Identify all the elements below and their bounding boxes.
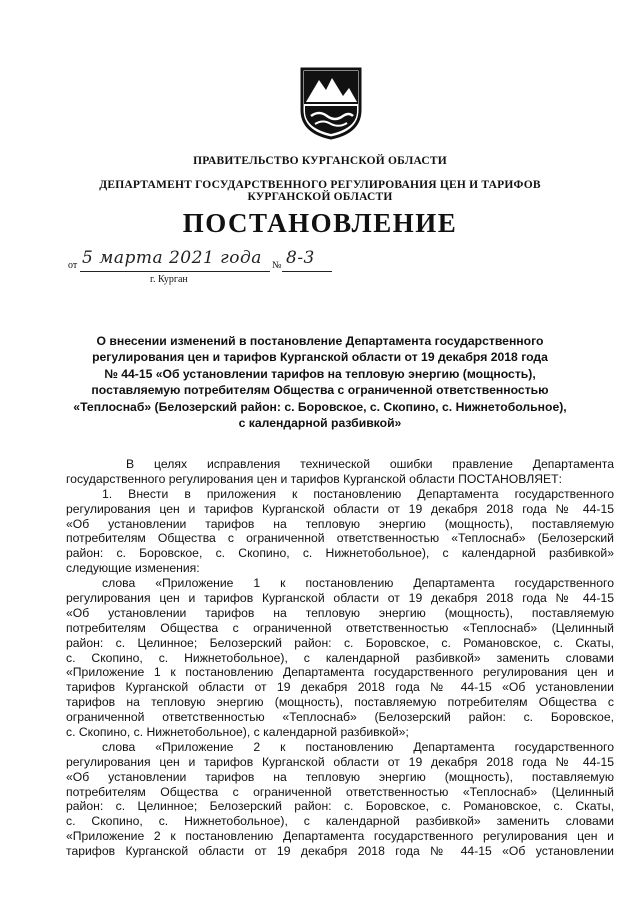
body-line: потребителям Общества с ограниченной ответственностью «Теплоснаб» (Белозерский xyxy=(66,531,614,546)
body-line: потребителям Общества с ограниченной ответственностью «Теплоснаб» (Целинный xyxy=(66,620,614,635)
department-name: ДЕПАРТАМЕНТ ГОСУДАРСТВЕННОГО РЕГУЛИРОВАНИЯ ЦЕН И ТАРИФОВ xyxy=(99,179,541,191)
department-name-region: КУРГАНСКОЙ ОБЛАСТИ xyxy=(247,191,393,203)
body-line: слова «Приложение 2 к постановлению Департамента государственного xyxy=(102,739,614,754)
subject-line: «Теплоснаб» (Белозерский район: с. Боровское, с. Скопино, с. Нижнетобольное), xyxy=(73,399,567,414)
subject-line: регулирования цен и тарифов Курганской области от 19 декабря 2018 года xyxy=(92,350,548,365)
body-line: тарифов Курганской области от 19 декабря 2018 года № 44-15 «Об установлении xyxy=(66,680,614,695)
body-line: с. Скопино, с. Нижнетобольное), с календарной разбивкой»; xyxy=(66,725,409,740)
document-subject xyxy=(60,333,580,431)
subject-line: поставляемую потребителям Общества с ограниченной ответственностью xyxy=(91,383,549,398)
subject-line: с календарной разбивкой» xyxy=(238,416,402,431)
body-line: слова «Приложение 1 к постановлению Департамента государственного xyxy=(102,576,614,591)
body-line: тарифов на тепловую энергию (мощность), поставляемую потребителям Общества с xyxy=(66,695,614,710)
body-line: «Приложение 1 к постановлению Департамента государственного регулирования цен и xyxy=(66,665,614,680)
body-line: район: с. Целинное; Белозерский район: с. Боровское, с. Романовское, с. Скаты, xyxy=(66,799,614,814)
body-line: государственного регулирования цен и тарифов Курганской области ПОСТАНОВЛЯЕТ: xyxy=(66,471,562,486)
number-underline xyxy=(282,271,332,272)
body-line: следующие изменения: xyxy=(66,561,200,576)
city-label: г. Курган xyxy=(150,274,188,285)
body-line: регулирования цен и тарифов Курганской области от 19 декабря 2018 года № 44-15 xyxy=(66,754,614,769)
body-line: «Об установлении тарифов на тепловую энергию (мощность), поставляемую xyxy=(66,516,614,531)
government-name: ПРАВИТЕЛЬСТВО КУРГАНСКОЙ ОБЛАСТИ xyxy=(193,155,447,167)
body-line: «Об установлении тарифов на тепловую энергию (мощность), поставляемую xyxy=(66,769,614,784)
body-line: район: с. Целинное; Белозерский район: с. Боровское, с. Романовское, с. Скаты, xyxy=(66,635,614,650)
body-line: ограниченной ответственностью «Теплоснаб» (Белозерский район: с. Боровское, xyxy=(66,710,614,725)
handwritten-date: 5 марта 2021 года xyxy=(82,248,262,268)
document-body xyxy=(66,457,614,859)
body-line: регулирования цен и тарифов Курганской области от 19 декабря 2018 года № 44-15 xyxy=(66,501,614,516)
subject-line: № 44-15 «Об установлении тарифов на тепловую энергию (мощность), xyxy=(104,366,536,381)
number-label: № xyxy=(272,260,282,271)
body-line: тарифов Курганской области от 19 декабря 2018 года № 44-15 «Об установлении xyxy=(66,844,614,859)
body-line: регулирования цен и тарифов Курганской области от 19 декабря 2018 года № 44-15 xyxy=(66,591,614,606)
handwritten-number: 8-3 xyxy=(286,248,315,268)
document-title: ПОСТАНОВЛЕНИЕ xyxy=(182,208,458,238)
body-line: «Приложение 2 к постановлению Департамента государственного регулирования цен и xyxy=(66,829,614,844)
date-from-label: от xyxy=(68,260,78,271)
body-line: с. Скопино, с. Нижнетобольное), с календарной разбивкой» заменить словами xyxy=(66,814,614,829)
body-line: 1. Внести в приложения к постановлению Департамента государственного xyxy=(102,486,614,501)
body-line: с. Скопино, с. Нижнетобольное), с календарной разбивкой» заменить словами xyxy=(66,650,614,665)
body-line: район: с. Боровское, с. Скопино, с. Нижнетобольное), с календарной разбивкой» xyxy=(66,546,614,561)
body-line: В целях исправления технической ошибки правление Департамента xyxy=(126,457,614,471)
body-line: «Об установлении тарифов на тепловую энергию (мощность), поставляемую xyxy=(66,605,614,620)
body-line: потребителям Общества с ограниченной ответственностью «Теплоснаб» (Целинный xyxy=(66,784,614,799)
date-underline xyxy=(80,271,270,272)
coat-of-arms-icon xyxy=(299,66,363,140)
subject-line: О внесении изменений в постановление Департамента государственного xyxy=(96,334,544,348)
